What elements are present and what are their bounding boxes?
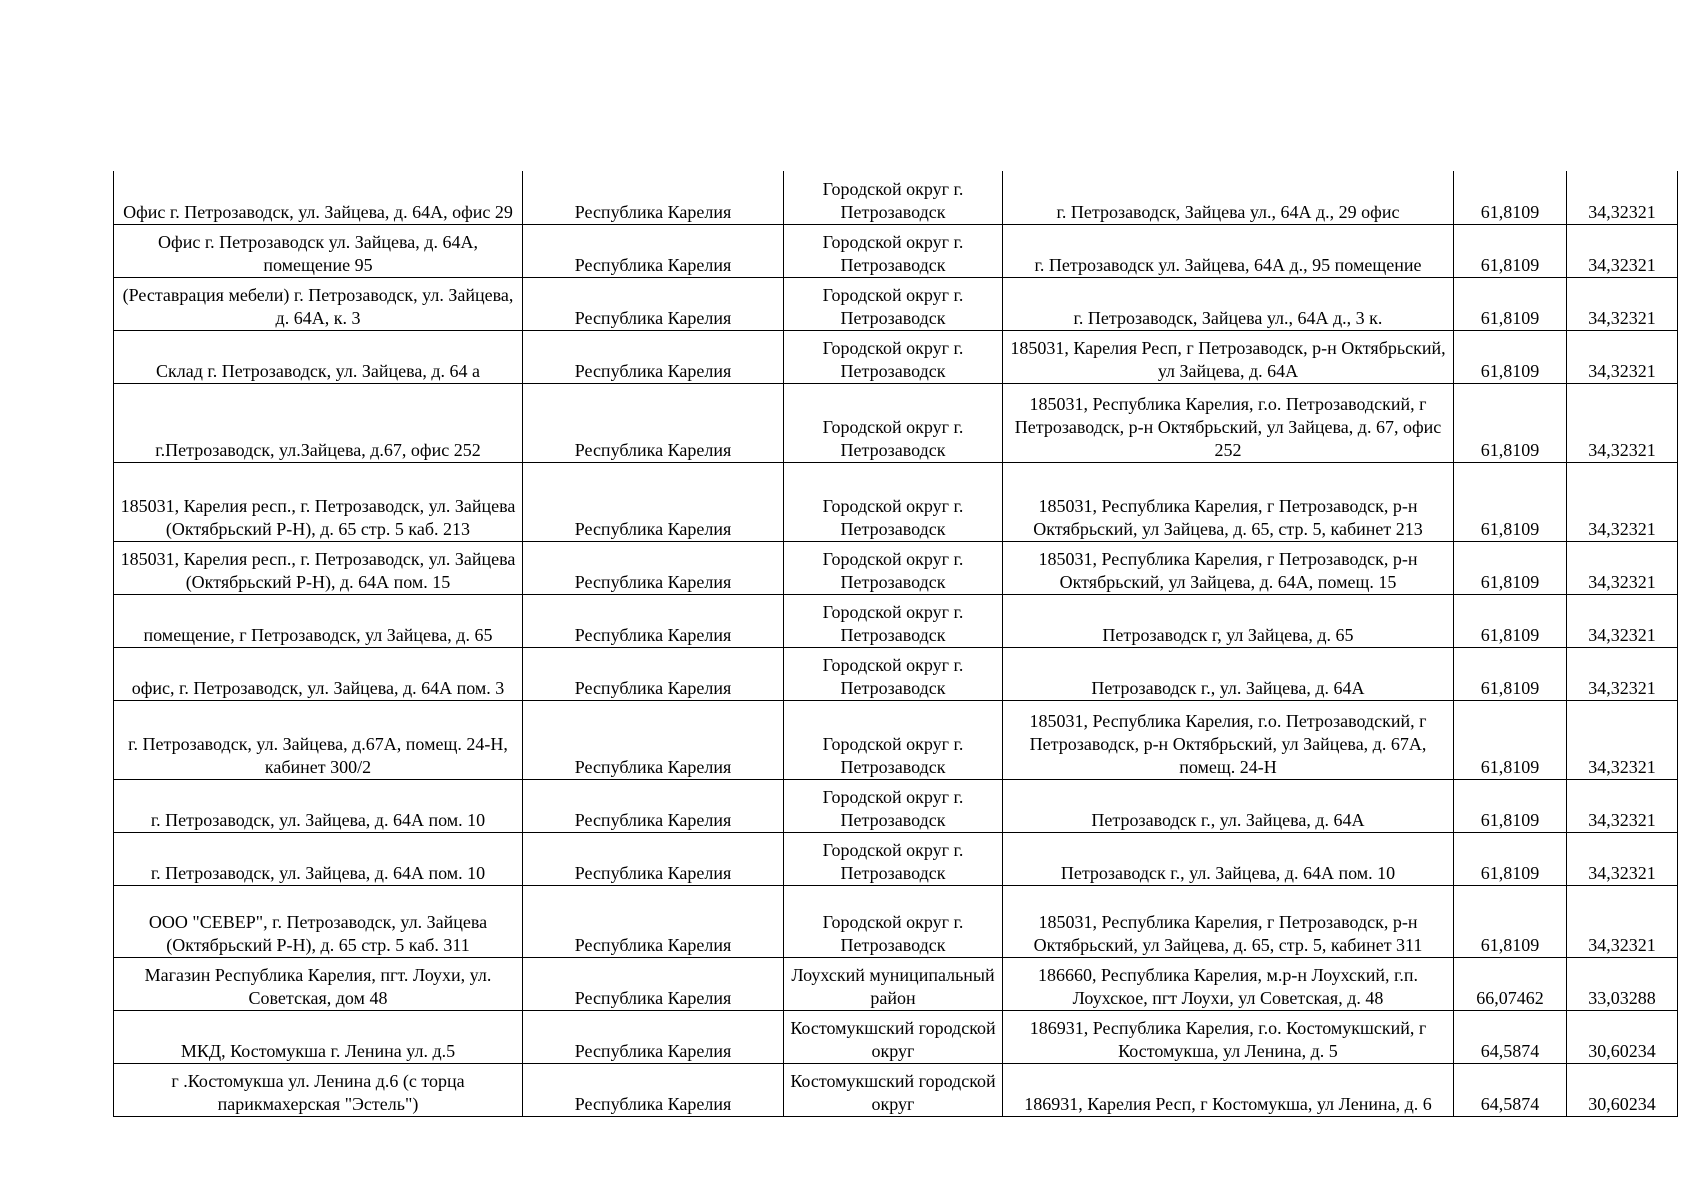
region-cell: Республика Карелия [523,383,784,462]
longitude-cell: 34,32321 [1567,594,1678,647]
object-name-cell: 185031, Карелия респ., г. Петрозаводск, ул. Зайцева (Октябрьский Р-Н), д. 65 стр. 5 каб. 213 [114,462,523,541]
full-address-cell: г. Петрозаводск, Зайцева ул., 64А д., 29 офис [1003,171,1454,224]
region-cell: Республика Карелия [523,330,784,383]
longitude-cell: 34,32321 [1567,832,1678,885]
region-cell: Республика Карелия [523,541,784,594]
table-row [114,330,1678,383]
region-cell: Республика Карелия [523,779,784,832]
municipality-cell: Городской округ г. Петрозаводск [784,383,1003,462]
latitude-cell: 64,5874 [1454,1010,1567,1063]
latitude-cell: 61,8109 [1454,885,1567,957]
full-address-cell: Петрозаводск г., ул. Зайцева, д. 64А [1003,647,1454,700]
object-name-cell: г.Петрозаводск, ул.Зайцева, д.67, офис 252 [114,383,523,462]
latitude-cell: 61,8109 [1454,832,1567,885]
object-name-cell: помещение, г Петрозаводск, ул Зайцева, д. 65 [114,594,523,647]
full-address-cell: г. Петрозаводск, Зайцева ул., 64А д., 3 к. [1003,277,1454,330]
object-name-cell: г. Петрозаводск, ул. Зайцева, д. 64А пом. 10 [114,832,523,885]
municipality-cell: Городской округ г. Петрозаводск [784,462,1003,541]
longitude-cell: 34,32321 [1567,700,1678,779]
longitude-cell: 34,32321 [1567,277,1678,330]
municipality-cell: Городской округ г. Петрозаводск [784,832,1003,885]
table-row [114,647,1678,700]
table-row [114,171,1678,224]
latitude-cell: 61,8109 [1454,779,1567,832]
table-row [114,541,1678,594]
municipality-cell: Городской округ г. Петрозаводск [784,594,1003,647]
full-address-cell: 185031, Карелия Респ, г Петрозаводск, р-н Октябрьский, ул Зайцева, д. 64А [1003,330,1454,383]
object-name-cell: ООО "СЕВЕР", г. Петрозаводск, ул. Зайцева (Октябрьский Р-Н), д. 65 стр. 5 каб. 311 [114,885,523,957]
object-name-cell: 185031, Карелия респ., г. Петрозаводск, ул. Зайцева (Октябрьский Р-Н), д. 64А пом. 15 [114,541,523,594]
table-row [114,277,1678,330]
region-cell: Республика Карелия [523,1010,784,1063]
latitude-cell: 66,07462 [1454,957,1567,1010]
municipality-cell: Городской округ г. Петрозаводск [784,885,1003,957]
table-row [114,832,1678,885]
longitude-cell: 30,60234 [1567,1063,1678,1116]
region-cell: Республика Карелия [523,700,784,779]
region-cell: Республика Карелия [523,462,784,541]
region-cell: Республика Карелия [523,171,784,224]
latitude-cell: 61,8109 [1454,541,1567,594]
longitude-cell: 30,60234 [1567,1010,1678,1063]
municipality-cell: Городской округ г. Петрозаводск [784,779,1003,832]
latitude-cell: 61,8109 [1454,224,1567,277]
full-address-cell: 186931, Республика Карелия, г.о. Костомукшский, г Костомукша, ул Ленина, д. 5 [1003,1010,1454,1063]
table-row [114,700,1678,779]
municipality-cell: Городской округ г. Петрозаводск [784,171,1003,224]
full-address-cell: 185031, Республика Карелия, г.о. Петрозаводский, г Петрозаводск, р-н Октябрьский, ул Зайцева, д. 67А, помещ. 24-Н [1003,700,1454,779]
region-cell: Республика Карелия [523,957,784,1010]
table-row [114,779,1678,832]
full-address-cell: 185031, Республика Карелия, г Петрозаводск, р-н Октябрьский, ул Зайцева, д. 65, стр. 5, кабинет 311 [1003,885,1454,957]
longitude-cell: 33,03288 [1567,957,1678,1010]
region-cell: Республика Карелия [523,277,784,330]
table-row [114,224,1678,277]
region-cell: Республика Карелия [523,594,784,647]
latitude-cell: 61,8109 [1454,700,1567,779]
object-name-cell: Офис г. Петрозаводск ул. Зайцева, д. 64А, помещение 95 [114,224,523,277]
municipality-cell: Лоухский муниципальный район [784,957,1003,1010]
latitude-cell: 61,8109 [1454,383,1567,462]
full-address-cell: 185031, Республика Карелия, г Петрозаводск, р-н Октябрьский, ул Зайцева, д. 65, стр. 5, кабинет 213 [1003,462,1454,541]
table-row [114,462,1678,541]
longitude-cell: 34,32321 [1567,224,1678,277]
table-row [114,1010,1678,1063]
municipality-cell: Костомукшский городской округ [784,1010,1003,1063]
table-row [114,885,1678,957]
object-name-cell: Магазин Республика Карелия, пгт. Лоухи, ул. Советская, дом 48 [114,957,523,1010]
object-name-cell: МКД, Костомукша г. Ленина ул. д.5 [114,1010,523,1063]
object-name-cell: г .Костомукша ул. Ленина д.6 (с торца парикмахерская "Эстель") [114,1063,523,1116]
full-address-cell: Петрозаводск г., ул. Зайцева, д. 64А пом. 10 [1003,832,1454,885]
municipality-cell: Костомукшский городской округ [784,1063,1003,1116]
longitude-cell: 34,32321 [1567,779,1678,832]
longitude-cell: 34,32321 [1567,647,1678,700]
address-table-body [114,171,1678,1116]
longitude-cell: 34,32321 [1567,330,1678,383]
object-name-cell: Склад г. Петрозаводск, ул. Зайцева, д. 64 а [114,330,523,383]
table-row [114,383,1678,462]
region-cell: Республика Карелия [523,885,784,957]
region-cell: Республика Карелия [523,832,784,885]
municipality-cell: Городской округ г. Петрозаводск [784,700,1003,779]
full-address-cell: 186660, Республика Карелия, м.р-н Лоухский, г.п. Лоухское, пгт Лоухи, ул Советская, д. 48 [1003,957,1454,1010]
longitude-cell: 34,32321 [1567,885,1678,957]
full-address-cell: г. Петрозаводск ул. Зайцева, 64А д., 95 помещение [1003,224,1454,277]
municipality-cell: Городской округ г. Петрозаводск [784,224,1003,277]
object-name-cell: офис, г. Петрозаводск, ул. Зайцева, д. 64А пом. 3 [114,647,523,700]
municipality-cell: Городской округ г. Петрозаводск [784,330,1003,383]
region-cell: Республика Карелия [523,224,784,277]
latitude-cell: 61,8109 [1454,594,1567,647]
municipality-cell: Городской округ г. Петрозаводск [784,277,1003,330]
latitude-cell: 61,8109 [1454,330,1567,383]
longitude-cell: 34,32321 [1567,541,1678,594]
region-cell: Республика Карелия [523,647,784,700]
longitude-cell: 34,32321 [1567,171,1678,224]
full-address-cell: Петрозаводск г., ул. Зайцева, д. 64А [1003,779,1454,832]
table-row [114,1063,1678,1116]
latitude-cell: 61,8109 [1454,647,1567,700]
municipality-cell: Городской округ г. Петрозаводск [784,647,1003,700]
full-address-cell: Петрозаводск г, ул Зайцева, д. 65 [1003,594,1454,647]
municipality-cell: Городской округ г. Петрозаводск [784,541,1003,594]
table-row [114,957,1678,1010]
longitude-cell: 34,32321 [1567,462,1678,541]
address-table [113,171,1678,1117]
latitude-cell: 61,8109 [1454,462,1567,541]
latitude-cell: 61,8109 [1454,171,1567,224]
latitude-cell: 64,5874 [1454,1063,1567,1116]
object-name-cell: г. Петрозаводск, ул. Зайцева, д. 64А пом. 10 [114,779,523,832]
object-name-cell: (Реставрация мебели) г. Петрозаводск, ул. Зайцева, д. 64А, к. 3 [114,277,523,330]
latitude-cell: 61,8109 [1454,277,1567,330]
full-address-cell: 185031, Республика Карелия, г.о. Петрозаводский, г Петрозаводск, р-н Октябрьский, ул Зайцева, д. 67, офис 252 [1003,383,1454,462]
full-address-cell: 185031, Республика Карелия, г Петрозаводск, р-н Октябрьский, ул Зайцева, д. 64А, помещ. 15 [1003,541,1454,594]
region-cell: Республика Карелия [523,1063,784,1116]
longitude-cell: 34,32321 [1567,383,1678,462]
object-name-cell: г. Петрозаводск, ул. Зайцева, д.67А, помещ. 24-Н, кабинет 300/2 [114,700,523,779]
object-name-cell: Офис г. Петрозаводск, ул. Зайцева, д. 64А, офис 29 [114,171,523,224]
table-row [114,594,1678,647]
full-address-cell: 186931, Карелия Респ, г Костомукша, ул Ленина, д. 6 [1003,1063,1454,1116]
